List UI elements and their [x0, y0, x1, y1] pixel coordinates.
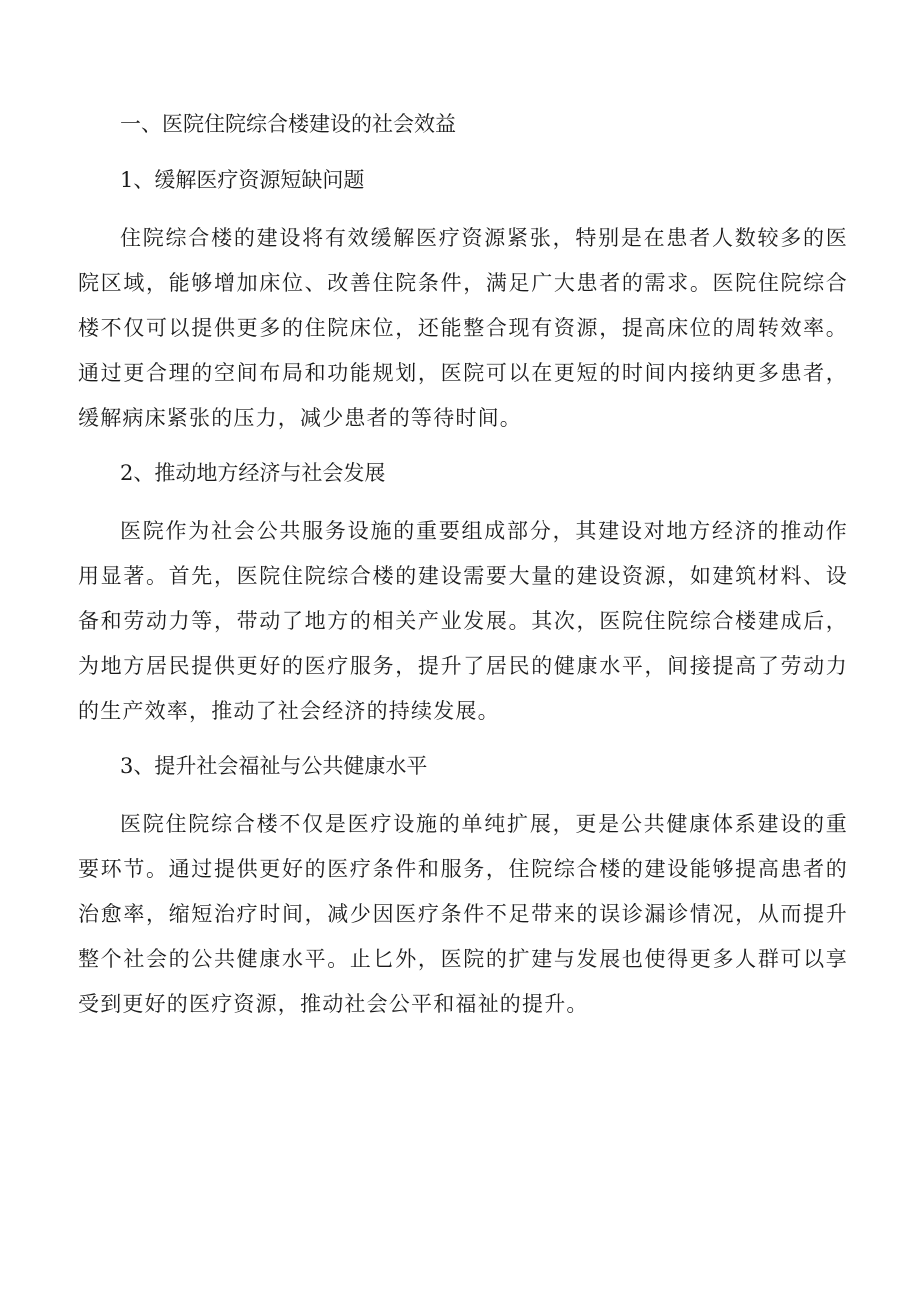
section-heading-3: 3、提升社会福祉与公共健康水平 — [120, 754, 428, 778]
document-title: 一、医院住院综合楼建设的社会效益 — [120, 112, 456, 136]
section-heading-2: 2、推动地方经济与社会发展 — [120, 461, 386, 485]
section-heading-1: 1、缓解医疗资源短缺问题 — [120, 168, 365, 192]
document-content — [78, 104, 848, 1039]
section-body-1: 住院综合楼的建设将有效缓解医疗资源紧张，特别是在患者人数较多的医院区域，能够增加床位、改善住院条件，满足广大患者的需求。医院住院综合楼不仅可以提供更多的住院床位，还能整合现有资源，提高床位的周转效率。通过更合理的空间布局和功能规划，医院可以在更短的时间内接纳更多患者，缓解病床紧张的压力，减少患者的等待时间。 — [78, 226, 848, 430]
section-body-3: 医院住院综合楼不仅是医疗设施的单纯扩展，更是公共健康体系建设的重要环节。通过提供更好的医疗条件和服务，住院综合楼的建设能够提高患者的治愈率，缩短治疗时间，减少因医疗条件不足带来的误诊漏诊情况，从而提升整个社会的公共健康水平。止匕外，医院的扩建与发展也使得更多人群可以享受到更好的医疗资源，推动社会公平和福祉的提升。 — [78, 812, 848, 1016]
section-body-2: 医院作为社会公共服务设施的重要组成部分，其建设对地方经济的推动作用显著。首先，医院住院综合楼的建设需要大量的建设资源，如建筑材料、设备和劳动力等，带动了地方的相关产业发展。其次，医院住院综合楼建成后，为地方居民提供更好的医疗服务，提升了居民的健康水平，间接提高了劳动力的生产效率，推动了社会经济的持续发展。 — [78, 519, 848, 723]
